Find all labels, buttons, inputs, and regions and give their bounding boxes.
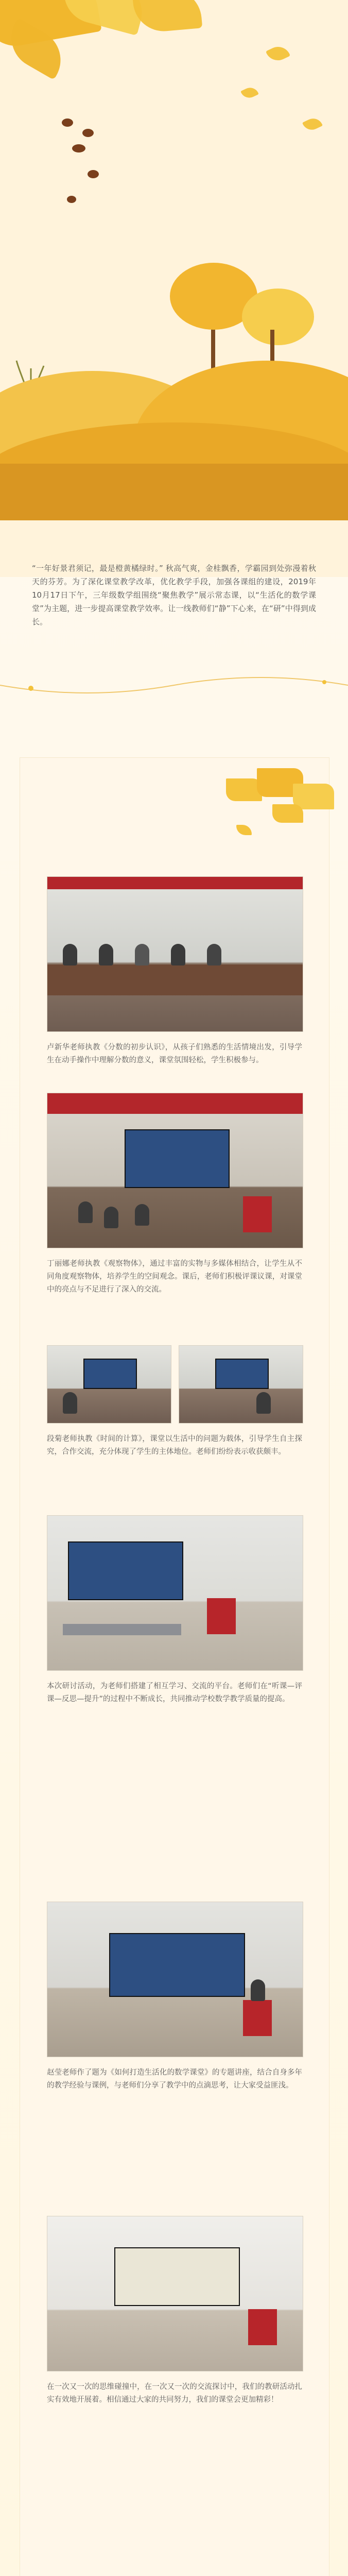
seed-decoration <box>67 196 76 203</box>
photo-classroom-2 <box>47 1345 171 1423</box>
paragraph-1: 卢新华老师执教《分数的初步认识》，从孩子们熟悉的生活情境出发，引导学生在动手操作中理解分数的意义，课堂氛围轻松，学生积极参与。 <box>47 1043 302 1064</box>
seed-decoration <box>82 129 94 137</box>
intro-paragraph: “一年好景君须记，最是橙黄橘绿时。” 秋高气爽，金桂飘香，学霸园到处弥漫着秋天的芬芳。为了深化课堂教学改革，优化教学手段，加强各课组的建设，2019年10月17日下午，三年级数学组围绕“聚焦教学”展示常态课，以“生活化的数学课堂”为主题，进一步提高课堂教学效率。让一线教师们“静”下心来，在“研”中得到成长。 <box>32 564 316 626</box>
paragraph-5: 赵莹老师作了题为《如何打造生活化的数学课堂》的专题讲座，结合自身多年的教学经验与课例，与老师们分享了教学中的点滴思考，让大家受益匪浅。 <box>47 2069 302 2090</box>
photo-classroom-4 <box>47 1515 303 1671</box>
content-panel <box>20 757 329 2576</box>
header-illustration <box>0 0 348 577</box>
leaf-decoration <box>302 115 323 133</box>
ground <box>0 464 348 526</box>
seed-decoration <box>62 118 73 127</box>
paragraph-2: 丁丽娜老师执教《观察物体》，通过丰富的实物与多媒体相结合，让学生从不同角度观察物体，培养学生的空间观念。课后，老师们积极评课议课，对课堂中的亮点与不足进行了深入的交流。 <box>47 1260 302 1294</box>
tree-crown <box>242 289 314 345</box>
leaf-decoration <box>266 43 290 64</box>
paragraph-3: 段菊老师执教《时间的计算》，课堂以生活中的问题为载体，引导学生自主探究，合作交流，充分体现了学生的主体地位。老师们纷纷表示收获颇丰。 <box>47 1435 302 1456</box>
leaf-decoration <box>240 85 259 101</box>
photo-classroom-1 <box>47 1093 303 1248</box>
photo-classroom-3 <box>179 1345 303 1423</box>
branch-decoration <box>216 768 339 840</box>
photo-meeting <box>47 876 303 1032</box>
photo-lecture-2 <box>47 2216 303 2371</box>
paragraph-6: 在一次又一次的思维碰撞中，在一次又一次的交流探讨中，我们的教研活动扎实有效地开展着。相信通过大家的共同努力，我们的课堂会更加精彩！ <box>47 2383 302 2404</box>
leaf-decoration <box>132 0 202 34</box>
seed-decoration <box>72 144 85 152</box>
paragraph-4: 本次研讨活动，为老师们搭建了相互学习、交流的平台。老师们在“听课—评课—反思—提升”的过程中不断成长，共同推动学校数学教学质量的提高。 <box>47 1682 302 1703</box>
seed-decoration <box>88 170 99 178</box>
divider <box>0 670 348 701</box>
photo-teacher-lecture <box>47 1902 303 2057</box>
